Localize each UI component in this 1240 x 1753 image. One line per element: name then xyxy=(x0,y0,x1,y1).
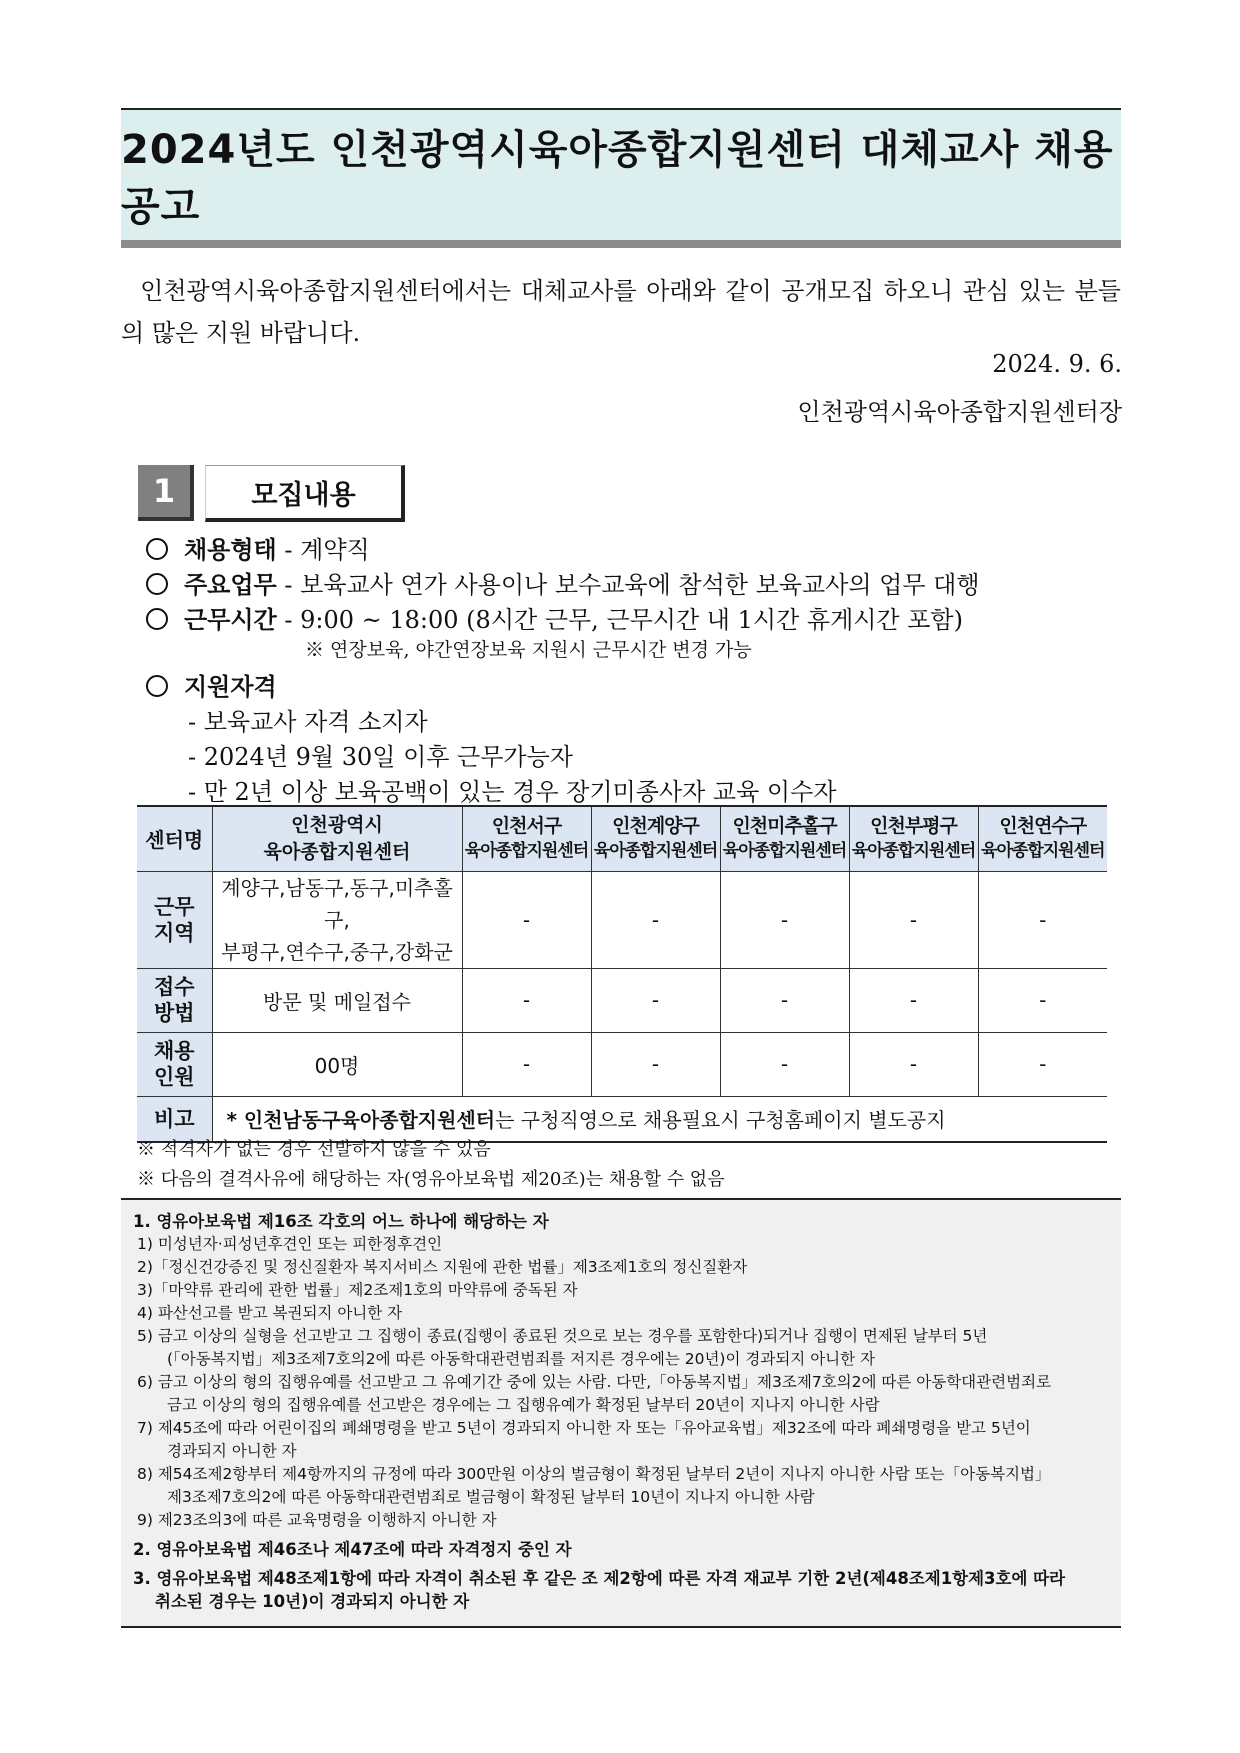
disq-line: 7) 제45조에 따라 어린이집의 폐쇄명령을 받고 5년이 경과되지 아니한 자 또는「유아교육법」제32조에 따라 폐쇄명령을 받고 5년이 xyxy=(137,1419,1031,1437)
headcount-value: 00명 xyxy=(212,1032,462,1096)
header-bupyeong-gu-center: 인천부평구 육아종합지원센터 xyxy=(849,806,978,871)
dash-cell: - xyxy=(849,1032,978,1096)
employment-value: - 계약직 xyxy=(284,536,370,564)
dash-cell: - xyxy=(591,968,720,1032)
item-hours xyxy=(146,600,963,635)
disq-line: 6) 금고 이상의 형의 집행유예를 선고받고 그 유예기간 중에 있는 사람. 다만,「아동복지법」제3조제7호의2에 따른 아동학대관련범죄로 xyxy=(137,1373,1052,1391)
disq-line: 2)「정신건강증진 및 정신질환자 복지서비스 지원에 관한 법률」제3조제1호의 정신질환자 xyxy=(137,1258,748,1276)
title-box xyxy=(121,108,1121,248)
dash-cell: - xyxy=(462,871,591,968)
section-title: 모집내용 xyxy=(205,465,405,522)
disqualification-box xyxy=(121,1198,1121,1628)
page-title: 2024년도 인천광역시육아종합지원센터 대체교사 채용 공고 xyxy=(121,127,1114,230)
disq-heading-3-cont: 취소된 경우는 10년)이 경과되지 아니한 자 xyxy=(155,1592,470,1611)
issuer: 인천광역시육아종합지원센터장 xyxy=(797,398,1122,426)
recruitment-table xyxy=(137,805,1107,1143)
header-yeonsu-gu-center: 인천연수구 육아종합지원센터 xyxy=(978,806,1107,871)
header-center-name: 센터명 xyxy=(137,806,212,871)
circle-bullet-icon xyxy=(146,608,168,630)
dash-cell: - xyxy=(591,1032,720,1096)
row-label-headcount: 채용 인원 xyxy=(137,1032,212,1096)
qualification-label: 지원자격 xyxy=(184,672,277,701)
hours-label: 근무시간 xyxy=(184,605,277,634)
disq-line: 8) 제54조제2항부터 제4항까지의 규정에 따라 300만원 이상의 벌금형이 확정된 날부터 2년이 지나지 아니한 사람 또는「아동복지법」 xyxy=(137,1465,1051,1483)
table-row xyxy=(137,1032,1107,1096)
disq-line: 4) 파산선고를 받고 복권되지 아니한 자 xyxy=(137,1304,403,1322)
disq-line: 9) 제23조의3에 따른 교육명령을 이행하지 아니한 자 xyxy=(137,1511,497,1529)
dash-cell: - xyxy=(978,968,1107,1032)
item-duty xyxy=(146,565,980,600)
dash-cell: - xyxy=(720,871,849,968)
employment-label: 채용형태 xyxy=(184,535,277,564)
dash-cell: - xyxy=(462,968,591,1032)
dash-cell: - xyxy=(720,968,849,1032)
disq-heading-1: 1. 영유아보육법 제16조 각호의 어느 하나에 해당하는 자 xyxy=(133,1212,549,1231)
circle-bullet-icon xyxy=(146,675,168,697)
item-qualification xyxy=(146,667,277,702)
header-seo-gu-center: 인천서구 육아종합지원센터 xyxy=(462,806,591,871)
duty-label: 주요업무 xyxy=(184,570,277,599)
disq-line-cont: 경과되지 아니한 자 xyxy=(167,1442,297,1460)
circle-bullet-icon xyxy=(146,538,168,560)
remark-bold: * 인천남동구육아종합지원센터 xyxy=(226,1108,496,1133)
table-header-row xyxy=(137,806,1107,871)
disq-heading-2: 2. 영유아보육법 제46조나 제47조에 따라 자격정지 중인 자 xyxy=(133,1540,572,1559)
intro-sentence: 인천광역시육아종합지원센터에서는 대체교사를 아래와 같이 공개모집 하오니 관심 있는 분들의 많은 지원 바랍니다. xyxy=(121,277,1121,347)
application-method-value: 방문 및 메일접수 xyxy=(212,968,462,1032)
qualification-1: - 보육교사 자격 소지자 xyxy=(188,708,428,736)
dash-cell: - xyxy=(978,871,1107,968)
dash-cell: - xyxy=(462,1032,591,1096)
header-gyeyang-gu-center: 인천계양구 육아종합지원센터 xyxy=(591,806,720,871)
note-1: ※ 적격자가 없는 경우 선발하지 않을 수 있음 xyxy=(137,1139,491,1160)
disq-heading-3: 3. 영유아보육법 제48조제1항에 따라 자격이 취소된 후 같은 조 제2항에 따른 자격 재교부 기한 2년(제48조제1항제3호에 따라 xyxy=(133,1569,1066,1588)
dash-cell: - xyxy=(849,871,978,968)
qualification-2: - 2024년 9월 30일 이후 근무가능자 xyxy=(188,743,573,771)
disq-line: 3)「마약류 관리에 관한 법률」제2조제1호의 마약류에 중독된 자 xyxy=(137,1281,578,1299)
disq-line: 5) 금고 이상의 실형을 선고받고 그 집행이 종료(집행이 종료된 것으로 보는 경우를 포함한다)되거나 집행이 면제된 날부터 5년 xyxy=(137,1327,988,1345)
dash-cell: - xyxy=(720,1032,849,1096)
row-label-remark: 비고 xyxy=(137,1096,212,1142)
table-row xyxy=(137,968,1107,1032)
duty-value: - 보육교사 연가 사용이나 보수교육에 참석한 보육교사의 업무 대행 xyxy=(284,571,980,599)
header-incheon-center: 인천광역시 육아종합지원센터 xyxy=(212,806,462,871)
dash-cell: - xyxy=(978,1032,1107,1096)
disq-line-cont: 제3조제7호의2에 따른 아동학대관련범죄로 벌금형이 확정된 날부터 10년이 지나지 아니한 사람 xyxy=(167,1488,815,1506)
row-label-work-area: 근무 지역 xyxy=(137,871,212,968)
table-row xyxy=(137,871,1107,968)
circle-bullet-icon xyxy=(146,573,168,595)
dash-cell: - xyxy=(849,968,978,1032)
disq-line: 1) 미성년자·피성년후견인 또는 피한정후견인 xyxy=(137,1235,443,1253)
row-label-application: 접수 방법 xyxy=(137,968,212,1032)
hours-note: ※ 연장보육, 야간연장보육 지원시 근무시간 변경 가능 xyxy=(305,639,752,661)
note-2: ※ 다음의 결격사유에 해당하는 자(영유아보육법 제20조)는 채용할 수 없음 xyxy=(137,1169,725,1190)
hours-value: - 9:00 ~ 18:00 (8시간 근무, 근무시간 내 1시간 휴게시간 포함) xyxy=(284,606,963,634)
dash-cell: - xyxy=(591,871,720,968)
intro-text xyxy=(121,270,1121,354)
work-area-value: 계양구,남동구,동구,미추홀구, 부평구,연수구,중구,강화군 xyxy=(212,871,462,968)
disq-line-cont: 금고 이상의 형의 집행유예를 선고받은 경우에는 그 집행유예가 확정된 날부터 20년이 지나지 아니한 사람 xyxy=(167,1396,880,1414)
qualification-3: - 만 2년 이상 보육공백이 있는 경우 장기미종사자 교육 이수자 xyxy=(188,778,837,806)
disq-line-cont: (「아동복지법」제3조제7호의2에 따른 아동학대관련범죄를 저지른 경우에는 20년)이 경과되지 아니한 자 xyxy=(167,1350,876,1368)
announcement-date: 2024. 9. 6. xyxy=(992,350,1122,378)
remark-rest: 는 구청직영으로 채용필요시 구청홈페이지 별도공지 xyxy=(495,1108,946,1133)
section-number: 1 xyxy=(138,465,194,521)
header-michuhol-gu-center: 인천미추홀구 육아종합지원센터 xyxy=(720,806,849,871)
item-employment xyxy=(146,530,370,565)
